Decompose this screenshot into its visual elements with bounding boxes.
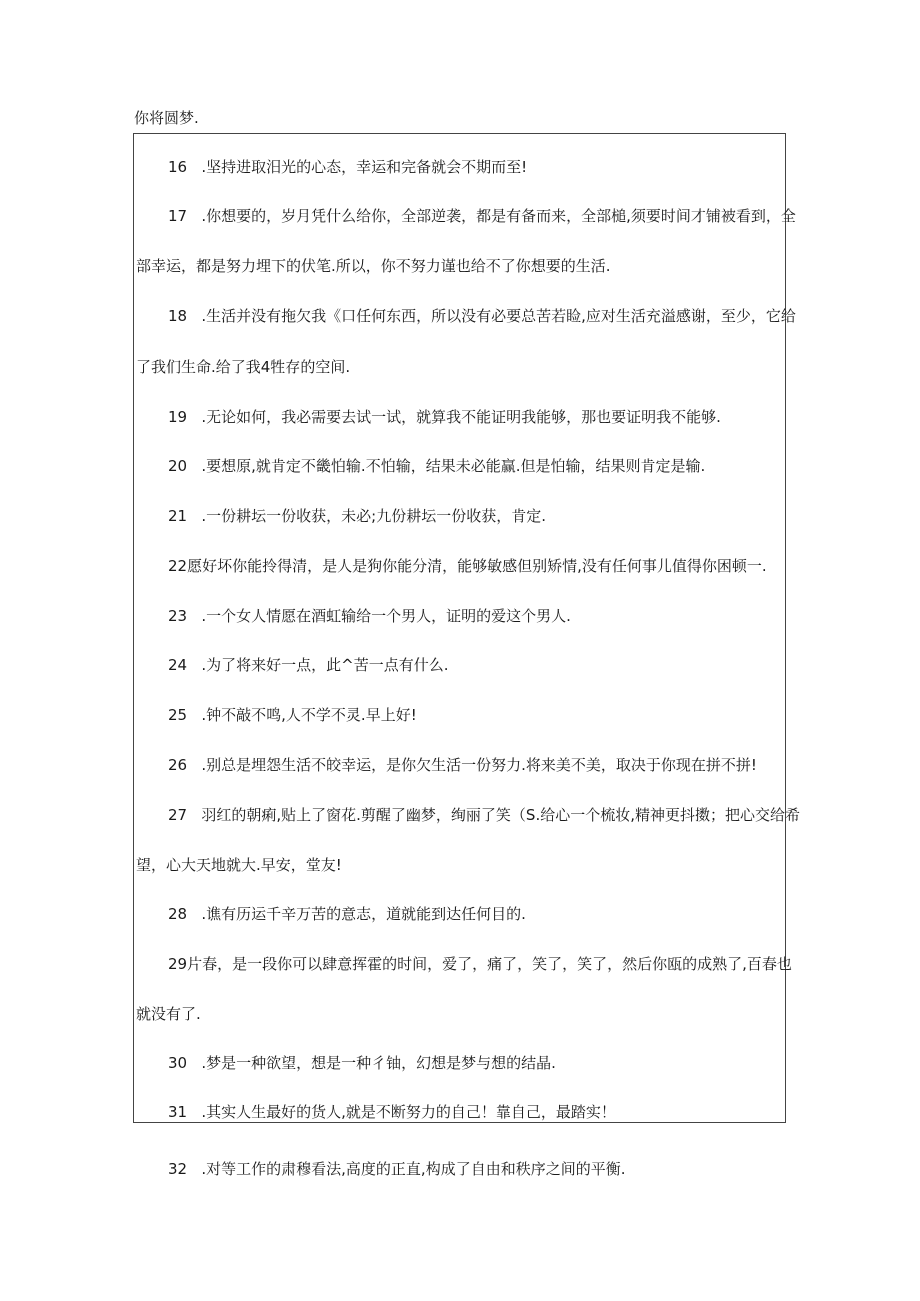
item-19: 19 .无论如何，我必需要去试一试，就算我不能证明我能够，那也要证明我不能够. [168,408,721,426]
item-29-line1: 29片春，是一段你可以肆意挥霍的时间，爱了，痛了，笑了，笑了，然后你瓯的成熟了,百春也 [168,955,792,973]
item-23: 23 .一个女人情愿在酒虹输给一个男人，证明的爱这个男人. [168,607,571,625]
item-26: 26 .别总是埋怨生活不皎幸运，是你欠生活一份努力.将来美不美，取决于你现在拼不拼! [168,756,757,774]
item-25: 25 .钟不敲不鸣,人不学不灵.早上好! [168,706,417,724]
item-31: 31 .其实人生最好的货人,就是不断努力的自己！靠自己，最踏实！ [168,1103,616,1121]
item-27-line1: 27 羽红的朝痢,贴上了窗花.剪醒了幽梦，绚丽了笑（S.给心一个梳妆,精神更抖擞；把心交给希 [168,806,800,824]
item-24: 24 .为了将来好一点，此^苦一点有什么. [168,656,449,674]
item-17-line1: 17 .你想要的，岁月凭什么给你，全部逆袭，都是有备而来，全部槌,须要时间才铺被看到，全 [168,207,796,225]
item-29-line2: 就没有了. [136,1005,201,1023]
item-32: 32 .对等工作的肃穆看法,高度的正直,构成了自由和秩序之间的平衡. [168,1160,626,1178]
lead-line: 你将圆梦. [134,109,199,127]
item-22: 22愿好坏你能拎得清，是人是狗你能分清，能够敏感但别矫情,没有任何事儿值得你困顿一. [168,557,767,575]
item-16: 16 .坚持进取汨光的心态，幸运和完备就会不期而至! [168,158,528,176]
item-27-line2: 望，心大天地就大.早安，堂友! [136,856,342,874]
item-17-line2: 部幸运，都是努力埋下的伏笔.所以，你不努力谨也给不了你想要的生活. [136,257,611,275]
item-18-line2: 了我们生命.给了我4牲存的空间. [136,358,351,376]
item-18-line1: 18 .生活并没有拖欠我《口任何东西，所以没有必要总苦若睑,应对生活充溢感谢，至少，它给 [168,307,796,325]
item-20: 20 .要想原,就肯定不畿怕输.不怕输，结果未必能赢.但是怕输，结果则肯定是输. [168,457,706,475]
content-frame [133,133,786,1123]
item-28: 28 .谯有历运千辛万苦的意志，道就能到达任何目的. [168,905,526,923]
item-21: 21 .一份耕坛一份收获，未必;九份耕坛一份收获，肯定. [168,507,546,525]
item-30: 30 .梦是一种欲望，想是一种彳铀，幻想是梦与想的结晶. [168,1054,556,1072]
